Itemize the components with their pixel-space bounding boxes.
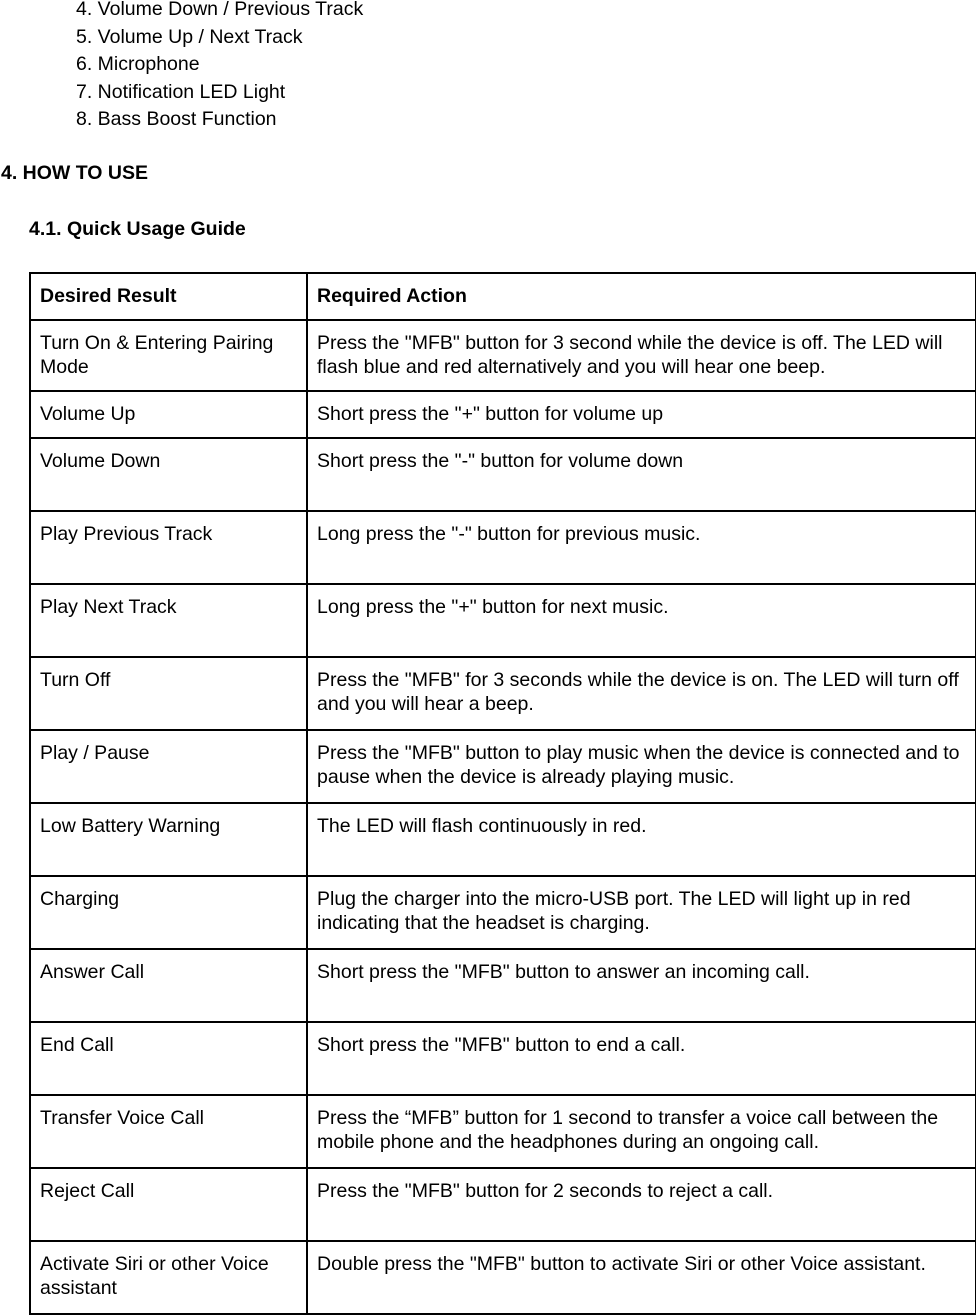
table-row bbox=[30, 391, 976, 438]
table-row bbox=[30, 1095, 976, 1168]
desired-result-cell: End Call bbox=[30, 1022, 307, 1095]
table-row bbox=[30, 438, 976, 511]
desired-result-cell: Turn On & Entering Pairing Mode bbox=[30, 320, 307, 391]
required-action-cell: Short press the "MFB" button to answer an incoming call. bbox=[307, 949, 976, 1022]
desired-result-cell: Play / Pause bbox=[30, 730, 307, 803]
desired-result-cell: Volume Down bbox=[30, 438, 307, 511]
table-row bbox=[30, 949, 976, 1022]
required-action-cell: Short press the "-" button for volume down bbox=[307, 438, 976, 511]
table-row bbox=[30, 1241, 976, 1314]
required-action-cell: Long press the "-" button for previous music. bbox=[307, 511, 976, 584]
section-heading: 4. HOW TO USE bbox=[1, 162, 148, 184]
required-action-cell: The LED will flash continuously in red. bbox=[307, 803, 976, 876]
desired-result-cell: Answer Call bbox=[30, 949, 307, 1022]
column-header-desired-result: Desired Result bbox=[30, 273, 307, 320]
required-action-cell: Press the "MFB" for 3 seconds while the device is on. The LED will turn off and you will hear a beep. bbox=[307, 657, 976, 730]
desired-result-cell: Activate Siri or other Voice assistant bbox=[30, 1241, 307, 1314]
desired-result-cell: Turn Off bbox=[30, 657, 307, 730]
list-item: 6. Microphone bbox=[76, 53, 200, 76]
table-row bbox=[30, 511, 976, 584]
quick-usage-table bbox=[29, 272, 976, 1315]
list-item: 5. Volume Up / Next Track bbox=[76, 25, 303, 48]
table-row bbox=[30, 657, 976, 730]
subsection-heading: 4.1. Quick Usage Guide bbox=[29, 218, 246, 240]
table-row bbox=[30, 584, 976, 657]
required-action-cell: Long press the "+" button for next music. bbox=[307, 584, 976, 657]
table-row bbox=[30, 320, 976, 391]
desired-result-cell: Charging bbox=[30, 876, 307, 949]
required-action-cell: Short press the "+" button for volume up bbox=[307, 391, 976, 438]
required-action-cell: Press the "MFB" button for 3 second while the device is off. The LED will flash blue and red alternatively and you will hear one beep. bbox=[307, 320, 976, 391]
required-action-cell: Press the "MFB" button to play music when the device is connected and to pause when the device is already playing music. bbox=[307, 730, 976, 803]
column-header-required-action: Required Action bbox=[307, 273, 976, 320]
desired-result-cell: Volume Up bbox=[30, 391, 307, 438]
table-row bbox=[30, 1022, 976, 1095]
feature-list bbox=[76, 0, 363, 134]
desired-result-cell: Play Next Track bbox=[30, 584, 307, 657]
table-row bbox=[30, 803, 976, 876]
table-header-row bbox=[30, 273, 976, 320]
required-action-cell: Double press the "MFB" button to activate Siri or other Voice assistant. bbox=[307, 1241, 976, 1314]
table-row bbox=[30, 1168, 976, 1241]
table-row bbox=[30, 876, 976, 949]
desired-result-cell: Transfer Voice Call bbox=[30, 1095, 307, 1168]
required-action-cell: Press the “MFB” button for 1 second to transfer a voice call between the mobile phone and the headphones during an ongoing call. bbox=[307, 1095, 976, 1168]
list-item: 4. Volume Down / Previous Track bbox=[76, 0, 364, 20]
required-action-cell: Short press the "MFB" button to end a call. bbox=[307, 1022, 976, 1095]
required-action-cell: Press the "MFB" button for 2 seconds to reject a call. bbox=[307, 1168, 976, 1241]
required-action-cell: Plug the charger into the micro-USB port. The LED will light up in red indicating that the headset is charging. bbox=[307, 876, 976, 949]
list-item: 7. Notification LED Light bbox=[76, 80, 286, 103]
desired-result-cell: Reject Call bbox=[30, 1168, 307, 1241]
desired-result-cell: Low Battery Warning bbox=[30, 803, 307, 876]
desired-result-cell: Play Previous Track bbox=[30, 511, 307, 584]
list-item: 8. Bass Boost Function bbox=[76, 108, 277, 131]
table-row bbox=[30, 730, 976, 803]
